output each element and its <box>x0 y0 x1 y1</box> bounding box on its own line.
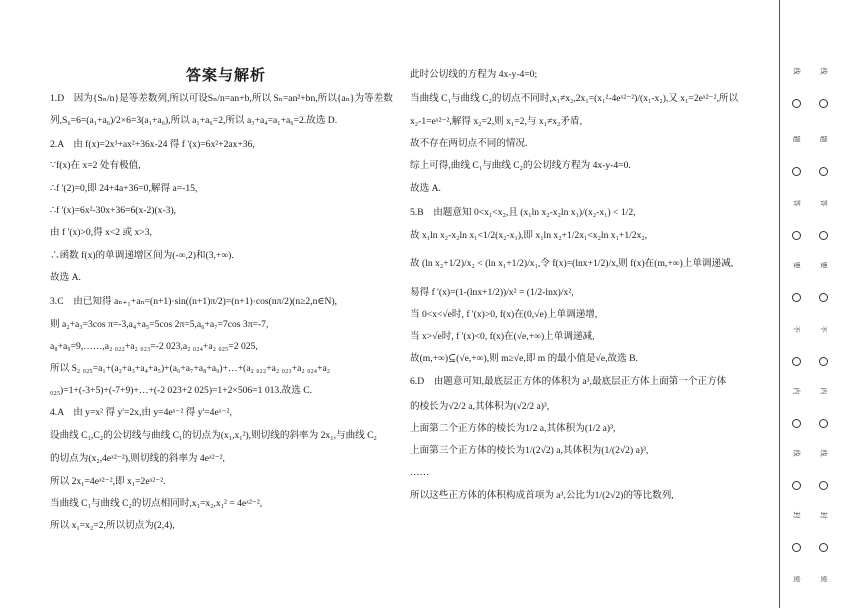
binding-char: 不 <box>819 325 827 333</box>
text-line: 所以这些正方体的体积构成首项为 a³,公比为1/(2√2)的等比数列, <box>410 490 674 501</box>
binding-char: 密 <box>819 575 827 583</box>
text-line: ₀₂₅)=1+(-3+5)+(-7+9)+…+(-2 023+2 025)=1+2×506=1 013.故选 C. <box>50 385 313 396</box>
binding-mark <box>789 440 803 490</box>
text-line: 上面第三个正方体的棱长为1/(2√2) a,其体积为(1/(2√2) a)³, <box>410 445 649 456</box>
text-line: 故选 A. <box>50 272 81 283</box>
text-line: 上面第二个正方体的棱长为1/2 a,其体积为(1/2 a)³, <box>410 423 616 434</box>
text-line: 故(m,+∞)⊆(√e,+∞),则 m≥√e,即 m 的最小值是√e,故选 B. <box>410 353 638 364</box>
binding-mark <box>816 378 830 428</box>
binding-mark <box>789 502 803 552</box>
text-line: 1.D 因为{Sₙ/n}是等差数列,所以可设Sₙ/n=an+b,所以 Sₙ=an²+bn,所以{aₙ}为等差数 <box>50 93 393 104</box>
text-line: 故选 A. <box>410 183 441 194</box>
binding-circle <box>792 419 801 428</box>
binding-char: 密 <box>792 575 800 583</box>
binding-circle <box>819 419 828 428</box>
text-line: 的棱长为√2/2 a,其体积为(√2/2 a)³, <box>410 401 550 412</box>
binding-mark <box>789 566 803 585</box>
text-line: 则 a₂+a₃=3cos π=-3,a₄+a₅=5cos 2π=5,a₆+a₇=7cos 3π=-7, <box>50 319 269 330</box>
binding-char: 不 <box>792 325 800 333</box>
text-line: 当曲线 C₁与曲线 C₂的切点相同时,x₁=x₂,x₁² = 4eˣ²⁻², <box>50 498 263 509</box>
binding-char: 线 <box>792 449 800 457</box>
binding-char: 要 <box>792 261 800 269</box>
binding-circle <box>819 231 828 240</box>
text-line: 由 f '(x)>0,得 x<2 或 x>3, <box>50 227 152 238</box>
binding-mark <box>816 190 830 240</box>
text-line: a₈+a₉=9,……,a₂ ₀₂₂+a₂ ₀₂₃=-2 023,a₂ ₀₂₄+a₂ ₀₂₅=2 025, <box>50 341 258 352</box>
text-line: 故不存在两切点不同的情况. <box>410 138 528 149</box>
binding-circle <box>819 543 828 552</box>
text-line: 列,S₆=6=(a₁+a₆)/2×6=3(a₁+a₆),所以 a₁+a₆=2,所以 a₃+a₄=a₁+a₆=2.故选 D. <box>50 115 338 126</box>
binding-circle <box>819 293 828 302</box>
text-line: 故 x₁ln x₂-x₂ln x₁<1/2(x₂-x₁),即 x₁ln x₂+1/2x₁<x₂ln x₁+1/2x₂, <box>410 230 648 241</box>
binding-char: 封 <box>819 511 827 519</box>
binding-char: 要 <box>819 261 827 269</box>
text-line: 的切点为(x₂,4eˣ²⁻²),则切线的斜率为 4eˣ²⁻², <box>50 453 225 464</box>
binding-mark <box>816 58 830 108</box>
text-line: 当曲线 C₁与曲线 C₂的切点不同时,x₁≠x₂,2x₁=(x₁²-4eˣ²⁻²)/(x₁-x₂),又 x₁=2eˣ²⁻²,所以 <box>410 93 739 104</box>
binding-char: 线 <box>819 67 827 75</box>
text-line: 3.C 由已知得 aₙ₊₁+aₙ=(n+1)·sin((n+1)π/2)=(n+1)·cos(nπ/2)(n≥2,n∈N), <box>50 296 338 307</box>
text-line: 当 x>√e时, f '(x)<0, f(x)在(√e,+∞)上单调递减, <box>410 331 595 342</box>
text-line: 易得 f '(x)=(1-(lnx+1/2))/x² = (1/2-lnx)/x², <box>410 287 574 298</box>
text-line: 所以 x₁=x₂=2,所以切点为(2,4), <box>50 520 175 531</box>
binding-circle <box>792 293 801 302</box>
binding-mark <box>789 126 803 176</box>
binding-mark <box>789 378 803 428</box>
binding-mark <box>789 190 803 240</box>
binding-mark <box>816 316 830 366</box>
binding-circle <box>792 167 801 176</box>
binding-mark <box>789 316 803 366</box>
binding-circle <box>819 481 828 490</box>
binding-char: 线 <box>792 67 800 75</box>
binding-char: 内 <box>819 387 827 395</box>
binding-char: 线 <box>819 449 827 457</box>
text-line: 所以 2x₁=4eˣ²⁻²,即 x₁=2eˣ²⁻². <box>50 476 166 487</box>
text-line: 所以 S₂ ₀₂₅=a₁+(a₂+a₃+a₄+a₅)+(a₆+a₇+a₈+a₉)+…+(a₂ ₀₂₂+a₂ ₀₂₃+a₂ ₀₂₄+a₂ <box>50 363 331 374</box>
binding-circle <box>819 99 828 108</box>
text-line: 设曲线 C₁,C₂的公切线与曲线 C₁的切点为(x₁,x₁²),则切线的斜率为 2x₁,与曲线 C₂ <box>50 430 377 441</box>
binding-char: 答 <box>819 199 827 207</box>
page-title: 答案与解析 <box>186 66 267 84</box>
binding-mark <box>789 252 803 302</box>
text-line: ∴f '(x)=6x²-30x+36=6(x-2)(x-3), <box>50 205 177 216</box>
text-line: 6.D 由题意可知,最底层正方体的体积为 a³,最底层正方体上面第一个正方体 <box>410 376 727 387</box>
binding-char: 内 <box>792 387 800 395</box>
binding-mark <box>816 126 830 176</box>
binding-char: 题 <box>792 135 800 143</box>
text-line: ∴f '(2)=0,即 24+4a+36=0,解得 a=-15, <box>50 183 198 194</box>
binding-circle <box>819 357 828 366</box>
binding-mark <box>816 252 830 302</box>
binding-mark <box>816 440 830 490</box>
binding-char: 题 <box>819 135 827 143</box>
binding-circle <box>819 167 828 176</box>
binding-circle <box>792 543 801 552</box>
text-line: 5.B 由题意知 0<x₁<x₂,且 (x₁ln x₂-x₂ln x₁)/(x₂-x₁) < 1/2, <box>410 207 636 218</box>
binding-mark <box>789 58 803 108</box>
binding-circle <box>792 231 801 240</box>
text-line: 当 0<x<√e时, f '(x)>0, f(x)在(0,√e)上单调递增, <box>410 309 598 320</box>
text-line: 故 (ln x₂+1/2)/x₂ < (ln x₁+1/2)/x₁,令 f(x)=(lnx+1/2)/x,则 f(x)在(m,+∞)上单调递减, <box>410 258 734 269</box>
text-line: x₂-1=eˣ²⁻²,解得 x₂=2,则 x₁=2,与 x₁≠x₂矛盾, <box>410 116 582 127</box>
text-line: 4.A 由 y=x² 得 y'=2x,由 y=4eˣ⁻² 得 y'=4eˣ⁻², <box>50 407 232 418</box>
binding-mark <box>816 502 830 552</box>
binding-circle <box>792 357 801 366</box>
text-line: ∵f(x)在 x=2 处有极值, <box>50 160 141 171</box>
binding-char: 答 <box>792 199 800 207</box>
text-line: 综上可得,曲线 C₁与曲线 C₂的公切线方程为 4x-y-4=0. <box>410 160 631 171</box>
binding-char: 封 <box>792 511 800 519</box>
text-line: 2.A 由 f(x)=2x³+ax²+36x-24 得 f '(x)=6x²+2ax+36, <box>50 139 255 150</box>
text-line: 此时公切线的方程为 4x-y-4=0; <box>410 69 538 80</box>
binding-circle <box>792 99 801 108</box>
binding-circle <box>792 481 801 490</box>
text-line: …… <box>410 467 430 478</box>
binding-line <box>779 0 780 608</box>
binding-mark <box>816 566 830 585</box>
text-line: ∴函数 f(x)的单调递增区间为(-∞,2)和(3,+∞). <box>50 250 234 261</box>
